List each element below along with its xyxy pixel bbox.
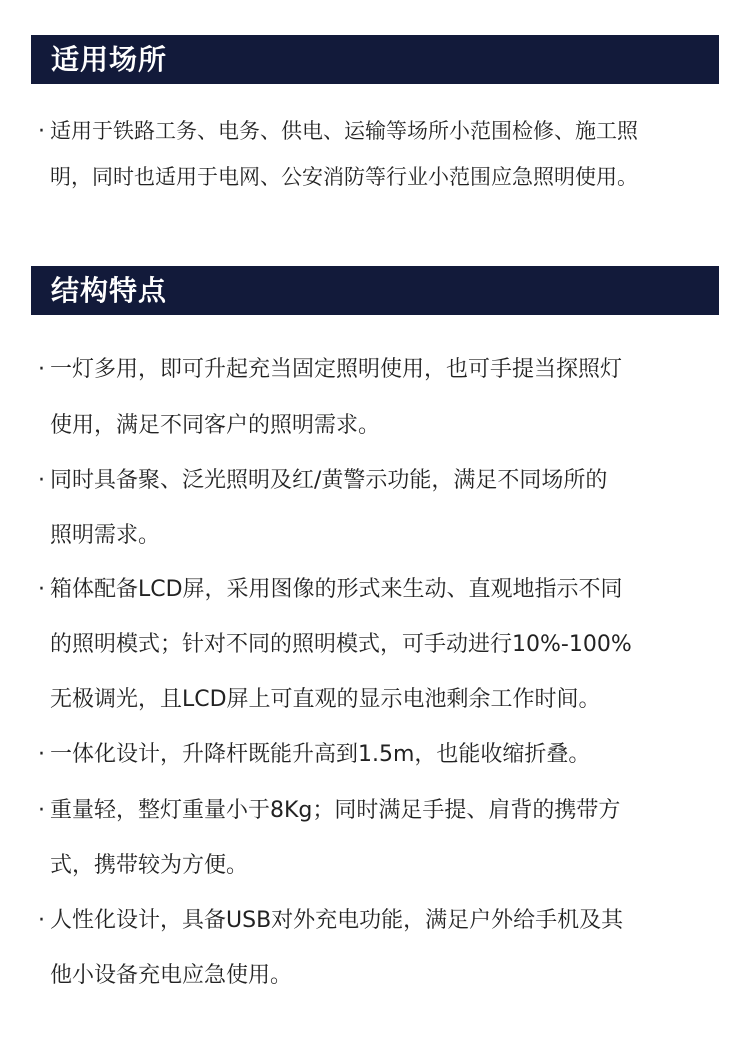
feature-item-3-line-2 [50,630,730,660]
bullet-dot: · [38,908,45,933]
feature-text: 照明需求。 [50,523,161,548]
feature-item-2-line-2 [50,521,730,551]
usage-text: 适用于铁路工务、电务、供电、运输等场所小范围检修、施工照 [50,119,638,143]
bullet-dot: · [38,468,45,493]
feature-item-4-line-1 [38,740,718,770]
feature-item-1-line-1 [38,355,718,385]
feature-item-5-line-1 [38,796,718,826]
feature-item-2-line-1 [38,466,718,496]
feature-text: 人性化设计，具备USB对外充电功能，满足户外给手机及其 [50,908,624,933]
feature-text: 无极调光，且LCD屏上可直观的显示电池剩余工作时间。 [50,687,601,712]
usage-section-header [31,35,719,84]
feature-item-1-line-2 [50,411,730,441]
feature-item-6-line-1 [38,906,718,936]
feature-item-5-line-2 [50,851,730,881]
usage-text: 明，同时也适用于电网、公安消防等行业小范围应急照明使用。 [50,165,638,189]
bullet-dot: · [38,119,45,144]
usage-section-title: 适用场所 [51,43,168,76]
feature-item-3-line-1 [38,575,718,605]
usage-line-1 [38,116,718,147]
bullet-dot: · [38,798,45,823]
feature-text: 同时具备聚、泛光照明及红/黄警示功能，满足不同场所的 [50,468,608,493]
bullet-dot: · [38,357,45,382]
features-section-header [31,266,719,315]
feature-text: 一灯多用，即可升起充当固定照明使用，也可手提当探照灯 [50,357,623,382]
feature-item-3-line-3 [50,685,730,715]
bullet-dot: · [38,577,45,602]
usage-line-2 [50,162,730,193]
feature-text: 箱体配备LCD屏，采用图像的形式来生动、直观地指示不同 [50,577,623,602]
feature-text: 重量轻，整灯重量小于8Kg；同时满足手提、肩背的携带方 [50,798,621,823]
feature-text: 使用，满足不同客户的照明需求。 [50,413,381,438]
feature-text: 的照明模式；针对不同的照明模式，可手动进行10%-100% [50,632,632,657]
feature-text: 他小设备充电应急使用。 [50,963,293,988]
bullet-dot: · [38,742,45,767]
feature-item-6-line-2 [50,961,730,991]
features-section-title: 结构特点 [51,274,168,307]
feature-text: 一体化设计，升降杆既能升高到1.5m，也能收缩折叠。 [50,742,591,767]
feature-text: 式，携带较为方便。 [50,853,249,878]
